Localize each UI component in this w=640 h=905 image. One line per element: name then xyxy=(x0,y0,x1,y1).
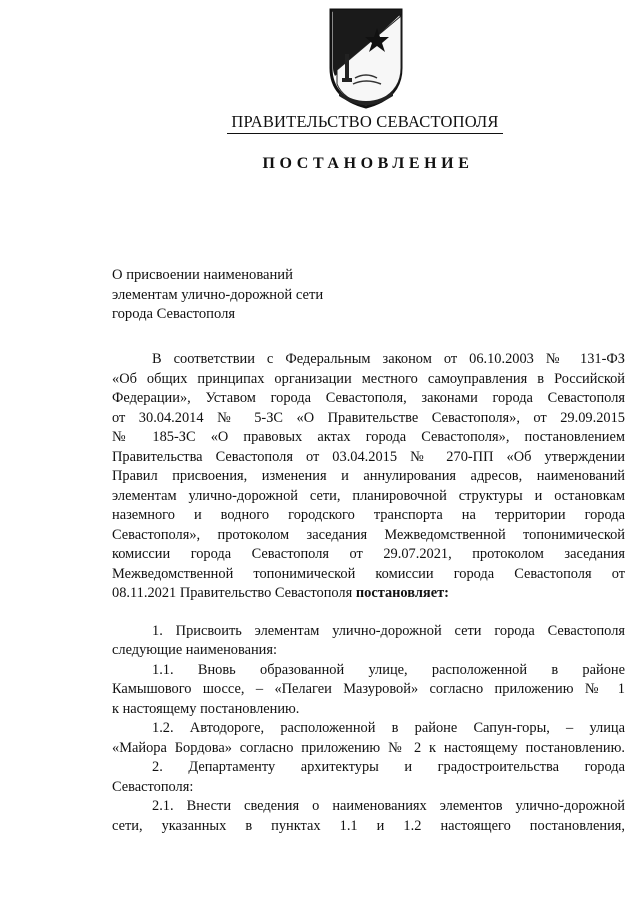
item-2-1-line: 2.1. Внести сведения о наименованиях элементов улично-дорожной xyxy=(152,798,625,814)
preamble-line: Севастополя», протоколом заседания Межведомственной топонимической xyxy=(112,526,625,543)
subject-line: О присвоении наименований xyxy=(112,267,293,283)
preamble-line: Федерации», Уставом города Севастополя, законами города Севастополя xyxy=(112,390,625,406)
preamble-line: комиссии города Севастополя от 29.07.2021, протоколом заседания xyxy=(112,546,625,562)
resolution-keyword: постановляет: xyxy=(355,585,449,601)
subject-line: города Севастополя xyxy=(112,306,236,323)
item-1-line: следующие наименования: xyxy=(112,642,277,658)
preamble-line: «Об общих принципах организации местного самоуправления в Российской xyxy=(112,370,625,387)
preamble-line: Межведомственной топонимической комиссии города Севастополя от xyxy=(112,565,625,582)
preamble-line: Правительства Севастополя от 03.04.2015 № 270-ПП «Об утверждении xyxy=(112,448,625,465)
preamble-line: от 30.04.2014 № 5-ЗС «О Правительстве Севастополя», от 29.09.2015 xyxy=(112,409,625,426)
government-name: ПРАВИТЕЛЬСТВО СЕВАСТОПОЛЯ xyxy=(0,112,640,134)
preamble-final-text: 08.11.2021 Правительство Севастополя xyxy=(112,585,356,601)
item-2-line: 2. Департаменту архитектуры и градостроительства города xyxy=(152,759,625,775)
document-body xyxy=(112,350,625,836)
item-1-2-line: «Майора Бордова» согласно приложению № 2 к настоящему постановлению. xyxy=(112,739,625,756)
document-subject xyxy=(112,266,412,325)
item-1-1-line: 1.1. Вновь образованной улице, расположенной в районе xyxy=(152,661,625,678)
item-1-line: 1. Присвоить элементам улично-дорожной сети города Севастополя xyxy=(152,622,625,639)
item-2-1-line: сети, указанных в пунктах 1.1 и 1.2 настоящего постановления, xyxy=(112,817,625,834)
document-type-heading: ПОСТАНОВЛЕНИЕ xyxy=(262,155,474,172)
coat-of-arms-icon xyxy=(325,6,407,110)
preamble-line: В соответствии с Федеральным законом от 06.10.2003 № 131-ФЗ xyxy=(152,351,625,367)
preamble-line: элементам улично-дорожной сети, планировочной структуры и остановкам xyxy=(112,487,625,504)
preamble-line: наземного и водного городского транспорта на территории города xyxy=(112,507,625,523)
preamble-line: № 185-ЗС «О правовых актах города Севастополя», постановлением xyxy=(112,429,625,445)
item-1-2-line: 1.2. Автодороге, расположенной в районе Сапун-горы, – улица xyxy=(152,720,625,736)
item-1-1-line: Камышового шоссе, – «Пелагеи Мазуровой» согласно приложению № 1 xyxy=(112,681,625,697)
preamble-line: Правил присвоения, изменения и аннулирования адресов, наименований xyxy=(112,468,625,484)
preamble-final-line xyxy=(112,584,625,604)
item-1-1-line: к настоящему постановлению. xyxy=(112,700,300,717)
item-2-line: Севастополя: xyxy=(112,778,194,795)
subject-line: элементам улично-дорожной сети xyxy=(112,286,324,303)
